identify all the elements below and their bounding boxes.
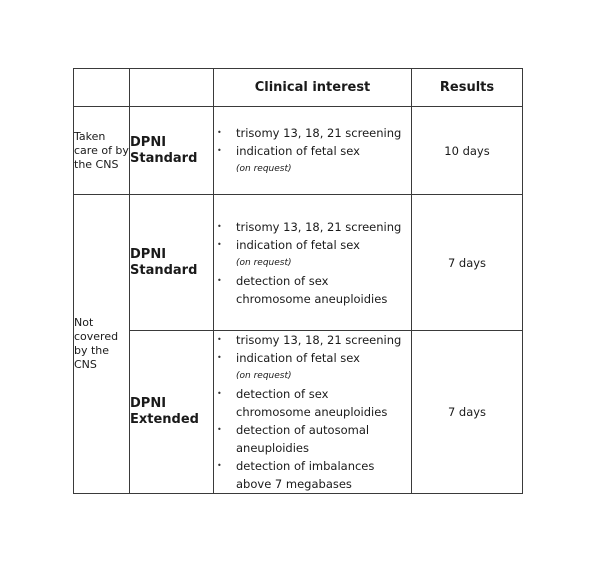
- interest-item: • trisomy 13, 18, 21 screening: [214, 331, 411, 349]
- table-row: [74, 107, 523, 195]
- interest-item: • detection of autosomal: [214, 421, 411, 439]
- header-row: [74, 69, 523, 107]
- coverage-not-covered: Not covered by the CNS: [74, 195, 130, 494]
- interest-note: (on request): [236, 163, 292, 174]
- table-row: [74, 195, 523, 331]
- clinical-interest-cell: [214, 107, 412, 195]
- test-name: DPNI Standard: [130, 195, 214, 331]
- clinical-interest-cell: [214, 331, 412, 494]
- dpni-comparison-table: [73, 68, 523, 494]
- header-clinical-interest: Clinical interest: [214, 69, 412, 107]
- interest-note: (on request): [236, 257, 292, 268]
- header-coverage: [74, 69, 130, 107]
- interest-item: • detection of sex: [214, 385, 411, 403]
- header-test: [130, 69, 214, 107]
- table-row: [74, 331, 523, 494]
- interest-list: [214, 331, 411, 493]
- result-cell: 10 days: [412, 107, 523, 195]
- interest-item: • indication of fetal sex: [214, 142, 411, 160]
- interest-item-continuation: aneuploidies: [236, 441, 309, 455]
- interest-list: [214, 218, 411, 308]
- interest-item-continuation: chromosome aneuploidies: [236, 405, 388, 419]
- interest-item-continuation: chromosome aneuploidies: [236, 291, 388, 306]
- interest-item: • indication of fetal sex: [214, 236, 411, 254]
- coverage-covered: Taken care of by the CNS: [74, 107, 130, 195]
- interest-item: • trisomy 13, 18, 21 screening: [214, 218, 411, 236]
- interest-item: • trisomy 13, 18, 21 screening: [214, 124, 411, 142]
- interest-item: • detection of sex: [214, 272, 411, 290]
- interest-note: (on request): [236, 371, 292, 381]
- interest-item-continuation: above 7 megabases: [236, 477, 352, 491]
- interest-item: • indication of fetal sex: [214, 349, 411, 367]
- interest-list: [214, 124, 411, 178]
- test-name: DPNI Standard: [130, 107, 214, 195]
- header-results: Results: [412, 69, 523, 107]
- clinical-interest-cell: [214, 195, 412, 331]
- test-name: DPNI Extended: [130, 331, 214, 494]
- result-cell: 7 days: [412, 195, 523, 331]
- interest-item: • detection of imbalances: [214, 457, 411, 475]
- result-cell: 7 days: [412, 331, 523, 494]
